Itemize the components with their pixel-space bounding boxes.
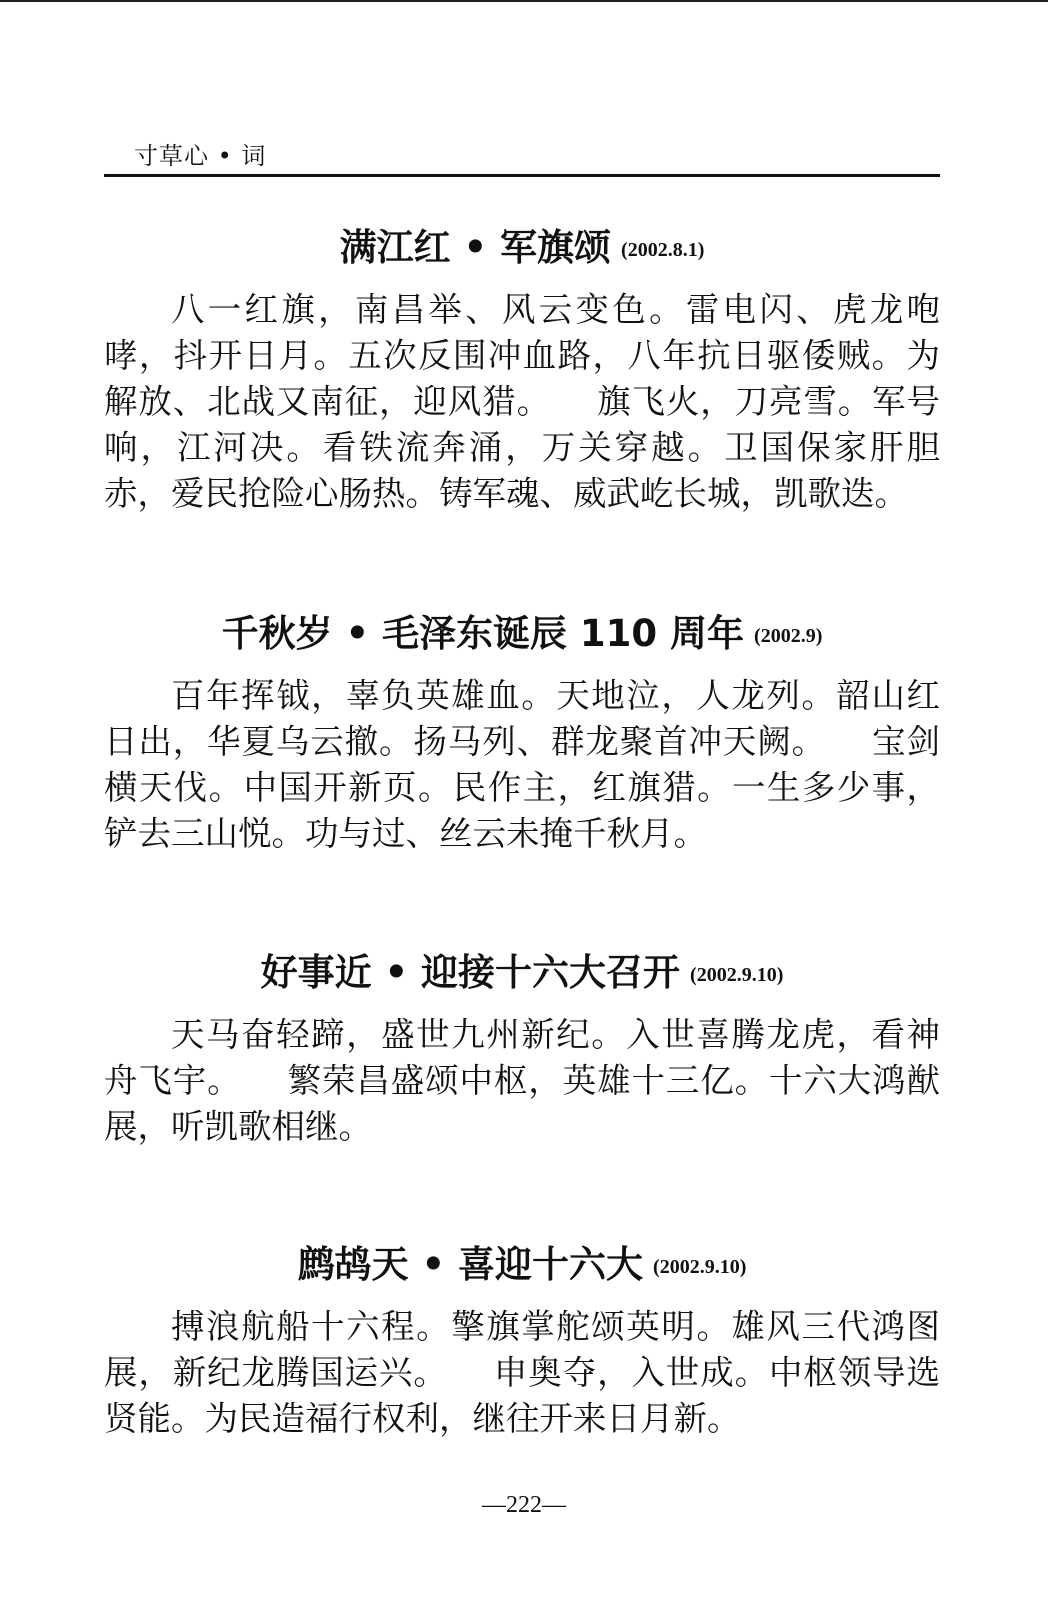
poem-title-text: 满江红 • 军旗颂: [339, 226, 612, 269]
poem-title: [104, 223, 940, 273]
page-number: —222—: [482, 1492, 566, 1518]
poem-date: (2002.9.10): [690, 964, 784, 986]
header-rule: [104, 174, 940, 177]
poem-title: [104, 1240, 940, 1290]
running-header: 寸草心 • 词: [134, 142, 267, 170]
poem-title-text: 好事近 • 迎接十六大召开: [260, 951, 681, 994]
poem-title: [104, 948, 940, 998]
poem-body: 八一红旗，南昌举、风云变色。雷电闪、虎龙咆哮，抖开日月。五次反围冲血路，八年抗日驱倭贼。为解放、北战又南征，迎风猎。 旗飞火，刀亮雪。军号响，江河决。看铁流奔涌，万关穿越。卫国保家肝胆赤，爱民抢险心肠热。铸军魂、威武屹长城，凯歌迭。: [104, 290, 940, 513]
poem-body: 百年挥钺，辜负英雄血。天地泣，人龙列。韶山红日出，华夏乌云撤。扬马列、群龙聚首冲天阙。 宝剑横天伐。中国开新页。民作主，红旗猎。一生多少事，铲去三山悦。功与过、丝云未掩千秋月。: [104, 676, 940, 853]
poem-3: [104, 948, 940, 1150]
poem-title: [104, 609, 940, 659]
poem-4: [104, 1240, 940, 1442]
poem-title-text: 鹧鸪天 • 喜迎十六大: [297, 1243, 644, 1286]
poem-date: (2002.9.10): [653, 1256, 747, 1278]
poem-body: 搏浪航船十六程。擎旗掌舵颂英明。雄风三代鸿图展，新纪龙腾国运兴。 申奥夺，入世成。中枢领导选贤能。为民造福行权利，继往开来日月新。: [104, 1307, 940, 1438]
poem-date: (2002.8.1): [621, 239, 705, 261]
poem-body: 天马奋轻蹄，盛世九州新纪。入世喜腾龙虎，看神舟飞宇。 繁荣昌盛颂中枢，英雄十三亿。十六大鸿猷展，听凯歌相继。: [104, 1015, 940, 1146]
poem-1: [104, 223, 940, 517]
poem-date: (2002.9): [754, 625, 823, 647]
poem-2: [104, 609, 940, 857]
poem-title-text: 千秋岁 • 毛泽东诞辰 110 周年: [221, 612, 745, 655]
scan-top-edge: [0, 0, 1048, 2]
